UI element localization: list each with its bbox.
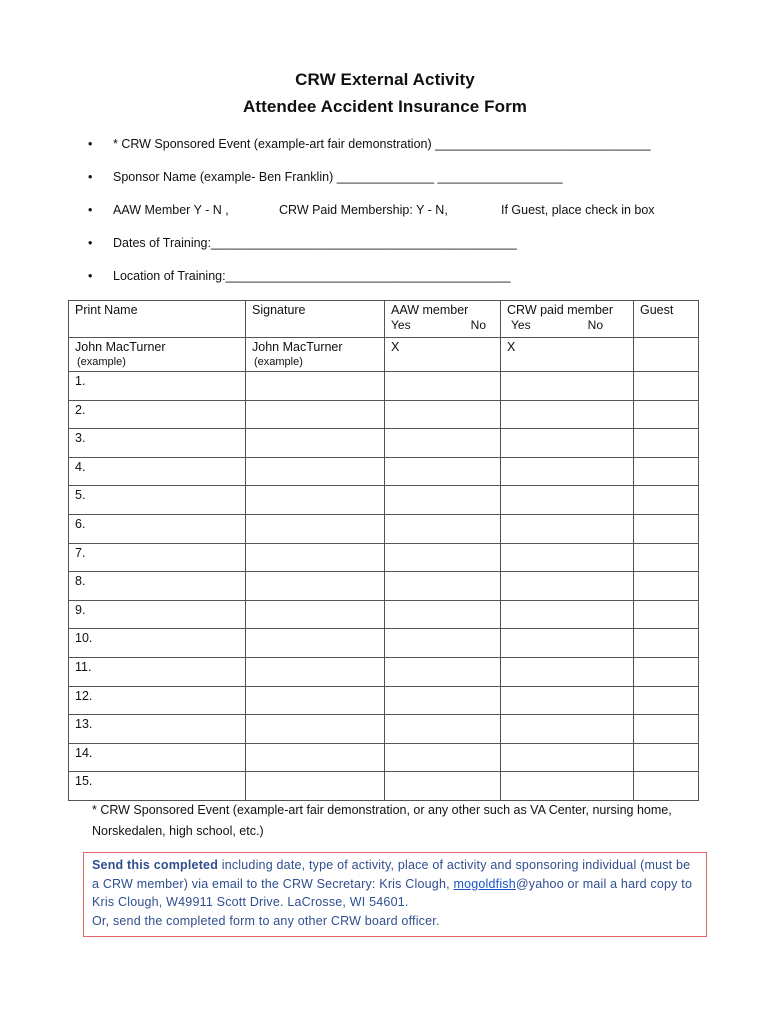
signature-cell[interactable] xyxy=(246,429,385,458)
row-number: 5. xyxy=(75,488,86,503)
sponsor-field[interactable]: Sponsor Name (example- Ben Franklin) ______________ __________________ xyxy=(113,170,563,184)
name-cell[interactable] xyxy=(69,772,246,801)
crw-cell[interactable] xyxy=(501,372,634,401)
name-cell[interactable] xyxy=(69,543,246,572)
notice-text: including date, type of activity, place of activity and sponsoring individual (must be a CRW member) via email to the CRW Secretary: Kris Clough, xyxy=(92,858,691,891)
crw-cell[interactable] xyxy=(501,657,634,686)
row-number: 6. xyxy=(75,516,86,531)
aaw-member-header: AAW member Yes No xyxy=(385,301,501,338)
attendee-table xyxy=(68,300,699,801)
bullet-icon: • xyxy=(88,170,93,184)
aaw-cell[interactable] xyxy=(385,572,501,601)
crw-cell[interactable] xyxy=(501,572,634,601)
submission-notice xyxy=(83,852,707,937)
example-crw-cell: X xyxy=(501,338,634,372)
attendee-row xyxy=(69,457,699,486)
name-cell[interactable] xyxy=(69,400,246,429)
guest-cell[interactable] xyxy=(634,657,699,686)
row-number: 10. xyxy=(75,631,93,646)
aaw-cell[interactable] xyxy=(385,372,501,401)
dates-line xyxy=(88,235,708,268)
aaw-cell[interactable] xyxy=(385,457,501,486)
example-aaw-cell: X xyxy=(385,338,501,372)
crw-cell[interactable] xyxy=(501,715,634,744)
signature-cell[interactable] xyxy=(246,715,385,744)
guest-cell[interactable] xyxy=(634,600,699,629)
signature-cell[interactable] xyxy=(246,657,385,686)
guest-header: Guest xyxy=(634,301,699,338)
guest-cell[interactable] xyxy=(634,457,699,486)
crw-cell[interactable] xyxy=(501,514,634,543)
aaw-cell[interactable] xyxy=(385,600,501,629)
example-note: (example) xyxy=(77,356,126,368)
row-number: 11. xyxy=(75,659,92,674)
guest-cell[interactable] xyxy=(634,572,699,601)
guest-cell[interactable] xyxy=(634,486,699,515)
signature-cell[interactable] xyxy=(246,457,385,486)
name-cell[interactable] xyxy=(69,600,246,629)
aaw-member-option[interactable]: AAW Member Y - N , xyxy=(113,203,229,217)
guest-cell[interactable] xyxy=(634,543,699,572)
aaw-cell[interactable] xyxy=(385,514,501,543)
bullet-icon: • xyxy=(88,203,93,217)
sponsor-line xyxy=(88,169,708,202)
aaw-cell[interactable] xyxy=(385,686,501,715)
membership-text xyxy=(113,202,655,218)
row-number: 2. xyxy=(75,402,86,417)
guest-cell[interactable] xyxy=(634,372,699,401)
row-number: 14. xyxy=(75,745,93,760)
notice-bold-lead: Send this completed xyxy=(92,858,219,872)
crw-paid-option[interactable]: CRW Paid Membership: Y - N, xyxy=(279,203,448,217)
example-guest-cell xyxy=(634,338,699,372)
example-note: (example) xyxy=(254,356,303,368)
attendee-row xyxy=(69,772,699,801)
attendee-row xyxy=(69,486,699,515)
signature-cell[interactable] xyxy=(246,772,385,801)
crw-cell[interactable] xyxy=(501,457,634,486)
crw-paid-header: CRW paid member Yes No xyxy=(501,301,634,338)
guest-cell[interactable] xyxy=(634,686,699,715)
name-cell[interactable] xyxy=(69,429,246,458)
row-number: 15. xyxy=(75,774,93,789)
row-number: 9. xyxy=(75,602,86,617)
email-link[interactable]: mogoldfish xyxy=(453,876,516,891)
crw-cell[interactable] xyxy=(501,600,634,629)
name-cell[interactable] xyxy=(69,715,246,744)
name-cell[interactable] xyxy=(69,514,246,543)
attendee-rows xyxy=(69,372,699,801)
row-number: 8. xyxy=(75,574,86,589)
event-field[interactable]: * CRW Sponsored Event (example-art fair demonstration) _______________________________ xyxy=(113,137,651,151)
notice-text-mail: or mail a hard copy to Kris Clough, W49911 Scott Drive. LaCrosse, WI 54601. xyxy=(92,876,693,909)
notice-last-line: Or, send the completed form to any other CRW board officer. xyxy=(92,913,440,928)
name-cell[interactable] xyxy=(69,486,246,515)
email-domain: @yahoo xyxy=(515,876,564,891)
attendee-row xyxy=(69,372,699,401)
aaw-cell[interactable] xyxy=(385,743,501,772)
no-label: No xyxy=(587,318,603,332)
form-subtitle: Attendee Accident Insurance Form xyxy=(242,97,528,116)
signature-cell[interactable] xyxy=(246,372,385,401)
name-cell[interactable] xyxy=(69,372,246,401)
row-number: 3. xyxy=(75,431,86,446)
row-number: 7. xyxy=(75,545,86,560)
aaw-cell[interactable] xyxy=(385,429,501,458)
signature-cell[interactable] xyxy=(246,486,385,515)
attendee-row xyxy=(69,686,699,715)
name-cell[interactable] xyxy=(69,572,246,601)
aaw-cell[interactable] xyxy=(385,772,501,801)
signature-cell[interactable] xyxy=(246,743,385,772)
crw-cell[interactable] xyxy=(501,743,634,772)
attendee-row xyxy=(69,657,699,686)
signature-cell[interactable] xyxy=(246,600,385,629)
attendee-row xyxy=(69,629,699,658)
guest-cell[interactable] xyxy=(634,400,699,429)
row-number: 13. xyxy=(75,717,93,732)
signature-cell[interactable] xyxy=(246,514,385,543)
guest-cell[interactable] xyxy=(634,715,699,744)
row-number: 4. xyxy=(75,459,86,474)
attendee-row xyxy=(69,572,699,601)
attendee-row xyxy=(69,600,699,629)
signature-cell[interactable] xyxy=(246,572,385,601)
no-label: No xyxy=(470,318,486,332)
guest-cell[interactable] xyxy=(634,629,699,658)
guest-cell[interactable] xyxy=(634,429,699,458)
signature-cell[interactable] xyxy=(246,400,385,429)
example-signature-cell: John MacTurner (example) xyxy=(246,338,385,372)
crw-cell[interactable] xyxy=(501,629,634,658)
bullet-icon: • xyxy=(88,137,93,151)
crw-cell[interactable] xyxy=(501,772,634,801)
crw-cell[interactable] xyxy=(501,543,634,572)
yes-label: Yes xyxy=(391,318,411,332)
bullet-icon: • xyxy=(88,236,93,250)
dates-field[interactable]: Dates of Training:____________________________________________ xyxy=(113,236,517,250)
attendee-row xyxy=(69,514,699,543)
crw-cell[interactable] xyxy=(501,686,634,715)
name-cell[interactable] xyxy=(69,743,246,772)
signature-cell[interactable] xyxy=(246,686,385,715)
guest-cell[interactable] xyxy=(634,514,699,543)
row-number: 12. xyxy=(75,688,93,703)
signature-header: Signature xyxy=(246,301,385,338)
attendee-row xyxy=(69,743,699,772)
attendee-row xyxy=(69,715,699,744)
bullet-icon: • xyxy=(88,269,93,283)
crw-cell[interactable] xyxy=(501,400,634,429)
name-cell[interactable] xyxy=(69,686,246,715)
name-cell[interactable] xyxy=(69,657,246,686)
attendee-row xyxy=(69,429,699,458)
aaw-cell[interactable] xyxy=(385,486,501,515)
event-line xyxy=(88,136,708,169)
info-list xyxy=(88,136,708,301)
location-line xyxy=(88,268,708,301)
table-header-row xyxy=(69,301,699,338)
attendee-row xyxy=(69,543,699,572)
crw-cell[interactable] xyxy=(501,429,634,458)
signature-cell[interactable] xyxy=(246,543,385,572)
guest-cell[interactable] xyxy=(634,772,699,801)
membership-line xyxy=(88,202,708,235)
aaw-cell[interactable] xyxy=(385,629,501,658)
row-number: 1. xyxy=(75,374,86,388)
signature-cell[interactable] xyxy=(246,629,385,658)
footnote: * CRW Sponsored Event (example-art fair demonstration, or any other such as VA Center, nursing home, Norskedalen, high school, etc.) xyxy=(92,803,672,838)
attendee-row xyxy=(69,400,699,429)
aaw-cell[interactable] xyxy=(385,657,501,686)
location-field[interactable]: Location of Training:_________________________________________ xyxy=(113,269,511,283)
guest-instruction: If Guest, place check in box xyxy=(501,203,655,217)
example-name-cell: John MacTurner (example) xyxy=(69,338,246,372)
aaw-cell[interactable] xyxy=(385,543,501,572)
yes-label: Yes xyxy=(511,318,531,332)
name-cell[interactable] xyxy=(69,629,246,658)
aaw-cell[interactable] xyxy=(385,715,501,744)
guest-cell[interactable] xyxy=(634,743,699,772)
crw-cell[interactable] xyxy=(501,486,634,515)
print-name-header: Print Name xyxy=(69,301,246,338)
name-cell[interactable] xyxy=(69,457,246,486)
aaw-cell[interactable] xyxy=(385,400,501,429)
form-title: CRW External Activity xyxy=(295,70,475,89)
example-row xyxy=(69,338,699,372)
